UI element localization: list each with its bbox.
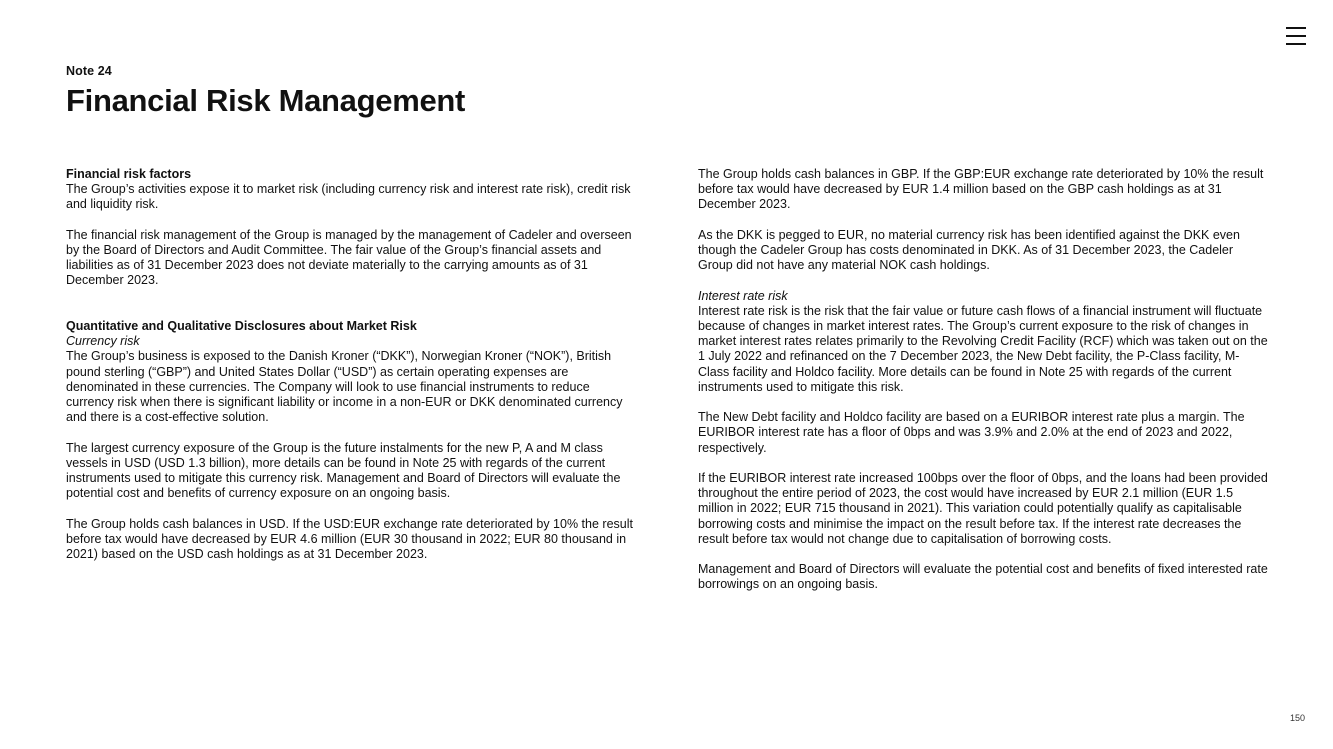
paragraph: Interest rate risk is the risk that the fair value or future cash flows of a financial instrument will fluctuate because of changes in market interest rates. The Group’s current exposure to the risk of changes in market interest rates relates primarily to the Revolving Credit Facility (RCF) which was taken out on the 1 July 2022 and refinanced on the 7 December 2023, the New Debt facility, the P-Class facility, M-Class facility and Holdco facility. More details can be found in Note 25 with regards of the current instruments used to mitigate this risk.	[698, 303, 1268, 394]
paragraph: The Group holds cash balances in USD. If the USD:EUR exchange rate deteriorated by 10% the result before tax would have decreased by EUR 4.6 million (EUR 30 thousand in 2022; EUR 80 thousand in 2021) based on the USD cash holdings as at 31 December 2023.	[66, 516, 633, 561]
note-label: Note 24	[66, 64, 112, 78]
page-number: 150	[1290, 713, 1306, 723]
left-column	[66, 167, 638, 577]
menu-line	[1286, 43, 1306, 45]
paragraph: Management and Board of Directors will evaluate the potential cost and benefits of fixed interested rate borrowings on an ongoing basis.	[698, 562, 1268, 592]
page-title: Financial Risk Management	[66, 83, 466, 118]
subheading-interest-rate-risk: Interest rate risk	[698, 288, 788, 303]
section-heading-financial-risk-factors: Financial risk factors	[66, 167, 192, 181]
menu-line	[1286, 27, 1306, 29]
spacer	[66, 304, 638, 319]
paragraph: The Group’s business is exposed to the Danish Kroner (“DKK”), Norwegian Kroner (“NOK”), British pound sterling (“GBP”) and United States Dollar (“USD”) as certain operating expenses are denominated in these currencies. The Company will look to use financial instruments to reduce currency risk when there is significant liability or income in a non-EUR or DKK denominated currency and there is a cost-effective solution.	[66, 349, 623, 425]
subheading-currency-risk: Currency risk	[66, 334, 140, 349]
menu-line	[1286, 35, 1306, 37]
hamburger-menu-icon[interactable]	[1286, 27, 1306, 45]
section-heading-market-risk: Quantitative and Qualitative Disclosures about Market Risk	[66, 318, 417, 333]
paragraph: If the EURIBOR interest rate increased 100bps over the floor of 0bps, and the loans had been provided throughout the entire period of 2023, the cost would have increased by EUR 2.1 million (EUR 1.5 million in 2022; EUR 715 thousand in 2021). This variation could potentially qualify as capitalisable borrowing costs and minimise the impact on the result before tax. If the interest rate decreases the result before tax would not change due to capitalisation of borrowing costs.	[698, 471, 1268, 546]
right-column	[698, 167, 1270, 608]
paragraph: As the DKK is pegged to EUR, no material currency risk has been identified against the DKK even though the Cadeler Group has costs denominated in DKK. As of 31 December 2023, the Cadeler Group did not have any material NOK cash holdings.	[698, 227, 1240, 273]
paragraph: The Group holds cash balances in GBP. If the GBP:EUR exchange rate deteriorated by 10% the result before tax would have decreased by EUR 1.4 million based on the GBP cash holdings as at 31 December 2023.	[698, 167, 1264, 212]
paragraph: The largest currency exposure of the Group is the future instalments for the new P, A and M class vessels in USD (USD 1.3 billion), more details can be found in Note 25 with regards of the current instruments used to mitigate this currency risk. Management and Board of Directors will evaluate the potential cost and benefits of currency exposure on an ongoing basis.	[66, 440, 621, 501]
paragraph: The Group’s activities expose it to market risk (including currency risk and interest rate risk), credit risk and liquidity risk.	[66, 182, 631, 212]
paragraph: The New Debt facility and Holdco facility are based on a EURIBOR interest rate plus a margin. The EURIBOR interest rate has a floor of 0bps and was 3.9% and 2.0% at the end of 2023 and 2022, respectively.	[698, 410, 1245, 455]
paragraph: The financial risk management of the Group is managed by the management of Cadeler and overseen by the Board of Directors and Audit Committee. The fair value of the Group’s financial assets and liabilities as of 31 December 2023 does not deviate materially to the carrying amounts as of 31 December 2023.	[66, 227, 632, 288]
